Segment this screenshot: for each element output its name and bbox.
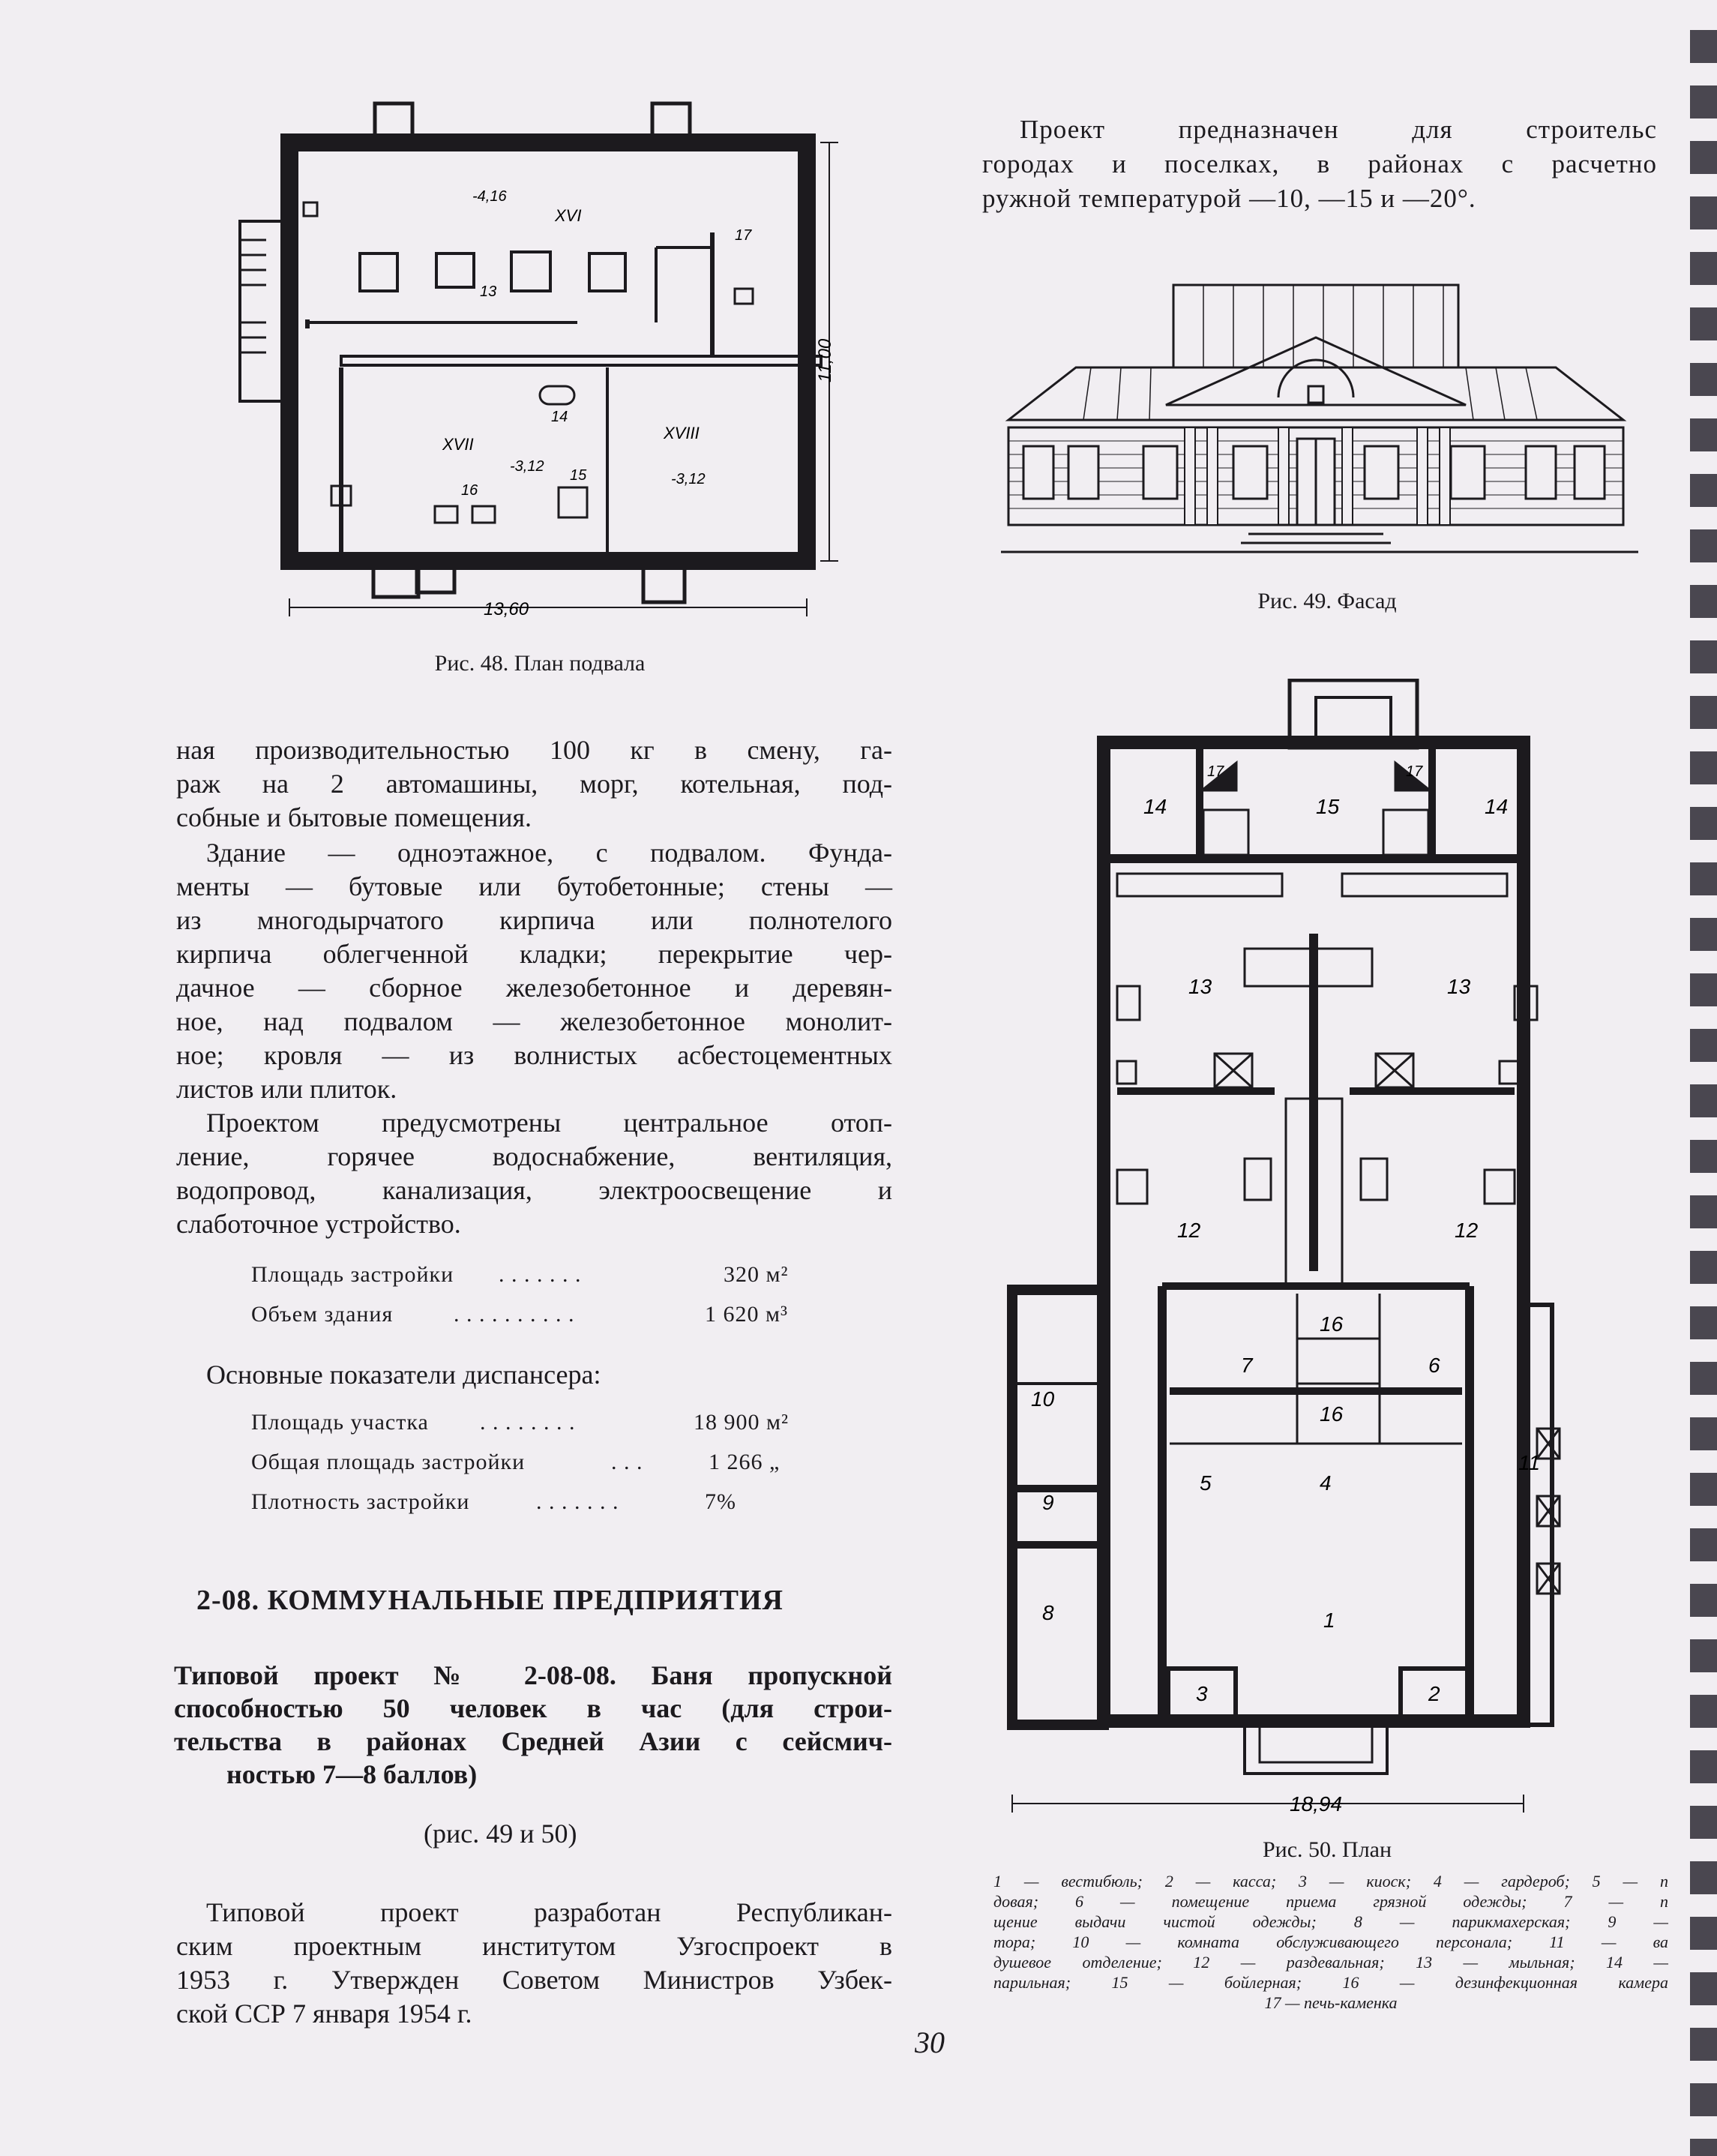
para3-line: слаботочное устройство. — [176, 1209, 461, 1239]
binding-ring — [1690, 973, 1717, 1006]
fig50-plan — [990, 679, 1635, 1822]
para2-line: Здание — одноэтажное, с подвалом. Фунда- — [206, 838, 892, 868]
binding-ring — [1690, 1084, 1717, 1117]
right-intro-text — [982, 112, 1657, 216]
stat-value: 7% — [705, 1489, 736, 1514]
fig50-room-17b: 17 — [1406, 763, 1423, 780]
stat-dots: . . . . . . . . — [480, 1410, 576, 1435]
binding-ring — [1690, 363, 1717, 396]
binding-ring — [1690, 1029, 1717, 1062]
binding-ring — [1690, 751, 1717, 784]
binding-ring — [1690, 474, 1717, 507]
fig50-room-13b: 13 — [1447, 975, 1471, 998]
fig48-level-1: -4,16 — [472, 188, 507, 205]
binding-ring — [1690, 252, 1717, 285]
fig48-caption: Рис. 48. План подвала — [434, 651, 646, 676]
fig48-dim-width: 13,60 — [484, 599, 529, 619]
binding-ring — [1690, 1972, 1717, 2005]
right-intro-line-1: Проект предназначен для строительс — [1020, 115, 1657, 144]
para1-line: собные и бытовые помещения. — [176, 802, 532, 832]
stat-dots: . . . . . . . — [499, 1262, 582, 1287]
fig50-room-12a: 12 — [1177, 1219, 1201, 1242]
para3-line: водопровод, канализация, электроосвещение и — [176, 1175, 892, 1205]
fig48-room-xvii: XVII — [442, 435, 474, 454]
fig50-room-16b: 16 — [1320, 1402, 1344, 1426]
fig48-room-xvi: XVI — [555, 206, 582, 225]
stat-value: 18 900 м² — [694, 1410, 789, 1435]
binding-ring — [1690, 1140, 1717, 1173]
binding-ring — [1690, 1473, 1717, 1506]
fig50-room-9: 9 — [1042, 1491, 1054, 1514]
paragraph-3 — [176, 1106, 892, 1241]
project-title — [174, 1659, 892, 1791]
right-intro-line-3: ружной температурой —10, —15 и —20°. — [982, 184, 1476, 213]
para2-line: из многодырчатого кирпича или полнотелого — [176, 905, 892, 935]
fig50-legend-line: щение выдачи чистой одежды; 8 — парикмахерская; 9 — — [993, 1912, 1668, 1931]
fig50-room-14a: 14 — [1143, 795, 1167, 818]
fig50-room-10: 10 — [1031, 1387, 1055, 1411]
figure-reference: (рис. 49 и 50) — [424, 1819, 577, 1849]
fig50-room-2: 2 — [1428, 1682, 1440, 1705]
binding-ring — [1690, 307, 1717, 340]
fig50-legend-line: душевое отделение; 12 — раздевальная; 13 — мыльная; 14 — — [993, 1953, 1668, 1972]
paragraph-2 — [176, 836, 892, 1106]
fig50-room-17a: 17 — [1207, 763, 1224, 780]
binding-ring — [1690, 1750, 1717, 1783]
fig50-legend — [993, 1871, 1668, 2013]
binding-ring — [1690, 640, 1717, 673]
para1-line: ная производительностью 100 кг в смену, га- — [176, 735, 892, 765]
fig48-item-17: 17 — [735, 227, 752, 244]
binding-ring — [1690, 1806, 1717, 1839]
binding-ring — [1690, 1584, 1717, 1617]
fig50-room-12b: 12 — [1455, 1219, 1479, 1242]
fig48-room-xviii: XVIII — [664, 424, 700, 442]
binding-ring — [1690, 2139, 1717, 2156]
section-heading: 2-08. КОММУНАЛЬНЫЕ ПРЕДПРИЯТИЯ — [196, 1585, 784, 1616]
binding-ring — [1690, 918, 1717, 951]
fig50-room-5: 5 — [1200, 1471, 1212, 1495]
stat-dots: . . . . . . . — [536, 1489, 619, 1514]
fig50-dim-width: 18,94 — [1290, 1792, 1343, 1816]
para2-line: дачное — сборное железобетонное и деревян- — [176, 973, 892, 1003]
para3-line: Проектом предусмотрены центральное отоп- — [206, 1108, 892, 1138]
stat-label: Площадь застройки — [251, 1262, 454, 1287]
binding-ring — [1690, 862, 1717, 895]
fig48-item-15: 15 — [570, 467, 587, 484]
para2-line: менты — бутовые или бутобетонные; стены — — [176, 871, 892, 901]
binding-ring — [1690, 807, 1717, 840]
fig50-room-1: 1 — [1323, 1609, 1335, 1632]
stat-dots: . . . . . . . . . . — [454, 1302, 575, 1327]
binding-ring — [1690, 585, 1717, 618]
binding-ring — [1690, 1695, 1717, 1728]
fig50-room-15: 15 — [1316, 795, 1340, 818]
stat-building-area — [251, 1262, 791, 1292]
fig50-room-4: 4 — [1320, 1471, 1332, 1495]
fig50-room-13a: 13 — [1188, 975, 1212, 998]
binding-ring — [1690, 418, 1717, 451]
fig48-item-13: 13 — [480, 283, 497, 300]
fig50-room-7: 7 — [1241, 1354, 1253, 1377]
para2-line: кирпича облегченной кладки; перекрытие чер- — [176, 939, 892, 969]
fig49-caption: Рис. 49. Фасад — [1257, 589, 1397, 613]
binding-ring — [1690, 1362, 1717, 1395]
project-title-line: Типовой проект № 2-08-08. Баня пропускной — [174, 1660, 892, 1690]
binding-ring — [1690, 1417, 1717, 1450]
fig50-legend-line: 1 — вестибюль; 2 — касса; 3 — киоск; 4 — гардероб; 5 — п — [993, 1872, 1668, 1891]
fig50-room-3: 3 — [1196, 1682, 1208, 1705]
paragraph-4 — [176, 1896, 892, 2031]
stat-value: 320 м² — [724, 1262, 789, 1287]
fig50-room-6: 6 — [1428, 1354, 1440, 1377]
fig48-item-16: 16 — [461, 482, 478, 499]
stat-site-area — [251, 1410, 821, 1440]
fig50-legend-line: довая; 6 — помещение приема грязной одежды; 7 — п — [993, 1892, 1668, 1911]
para1-line: раж на 2 автомашины, морг, котельная, под- — [176, 769, 892, 799]
binding-ring — [1690, 1639, 1717, 1672]
binding-ring — [1690, 1861, 1717, 1894]
fig48-basement-plan — [225, 97, 870, 630]
fig50-room-14b: 14 — [1485, 795, 1509, 818]
binding-ring — [1690, 696, 1717, 729]
para2-line: ное, над подвалом — железобетонное монолит- — [176, 1006, 892, 1036]
fig48-dim-height: 11,00 — [815, 338, 835, 382]
para4-line: ским проектным институтом Узгоспроект в — [176, 1931, 892, 1961]
dispensary-title: Основные показатели диспансера: — [206, 1360, 601, 1390]
stat-label: Общая площадь застройки — [251, 1450, 526, 1474]
binding-ring — [1690, 2083, 1717, 2116]
fig50-room-16a: 16 — [1320, 1312, 1344, 1336]
binding-ring — [1690, 2028, 1717, 2061]
binding-ring — [1690, 196, 1717, 229]
fig48-item-14: 14 — [551, 409, 568, 425]
fig50-caption: Рис. 50. План — [1262, 1837, 1392, 1862]
fig48-level-2: -3,12 — [510, 458, 544, 475]
project-title-line: ностью 7—8 баллов) — [226, 1759, 478, 1789]
binding-ring — [1690, 1306, 1717, 1339]
fig50-legend-line: парильная; 15 — бойлерная; 16 — дезинфекционная камера — [993, 1973, 1668, 1992]
stat-building-volume — [251, 1302, 791, 1332]
page-number: 30 — [915, 2026, 945, 2059]
para2-line: листов или плиток. — [176, 1074, 397, 1104]
binding-ring — [1690, 30, 1717, 63]
fig50-room-8: 8 — [1042, 1601, 1054, 1624]
binding-ring — [1690, 1251, 1717, 1284]
para2-line: ное; кровля — из волнистых асбестоцементных — [176, 1040, 892, 1070]
project-title-line: тельства в районах Средней Азии с сейсмич- — [174, 1726, 892, 1756]
binding-ring — [1690, 1917, 1717, 1950]
para4-line: 1953 г. Утвержден Советом Министров Узбек- — [176, 1965, 892, 1995]
binding-ring — [1690, 1528, 1717, 1561]
fig50-legend-line: тора; 10 — комната обслуживающего персонала; 11 — ва — [993, 1933, 1668, 1951]
stat-label: Плотность застройки — [251, 1489, 470, 1514]
binding-ring — [1690, 529, 1717, 562]
binding-ring — [1690, 141, 1717, 174]
para4-line: Типовой проект разработан Республикан- — [206, 1897, 892, 1927]
stat-density — [251, 1489, 821, 1519]
stat-value: 1 266 „ — [709, 1450, 781, 1474]
binding-ring — [1690, 1195, 1717, 1228]
spiral-binding — [1680, 0, 1717, 2156]
para3-line: ление, горячее водоснабжение, вентиляция, — [176, 1141, 892, 1171]
binding-ring — [1690, 85, 1717, 118]
stat-label: Объем здания — [251, 1302, 394, 1327]
stat-value: 1 620 м³ — [705, 1302, 788, 1327]
stat-total-built-area — [251, 1450, 821, 1480]
right-intro-line-2: городах и поселках, в районах с расчетно — [982, 149, 1657, 178]
fig49-facade — [1001, 277, 1638, 570]
fig50-legend-line: 17 — печь-каменка — [1264, 1993, 1398, 2012]
project-title-line: способностью 50 человек в час (для строи- — [174, 1693, 892, 1723]
stat-dots: . . . — [611, 1450, 643, 1474]
fig48-level-3: -3,12 — [671, 471, 706, 487]
paragraph-1 — [176, 733, 892, 835]
fig50-room-11: 11 — [1518, 1451, 1541, 1474]
para4-line: ской ССР 7 января 1954 г. — [176, 1999, 472, 2029]
stat-label: Площадь участка — [251, 1410, 429, 1435]
